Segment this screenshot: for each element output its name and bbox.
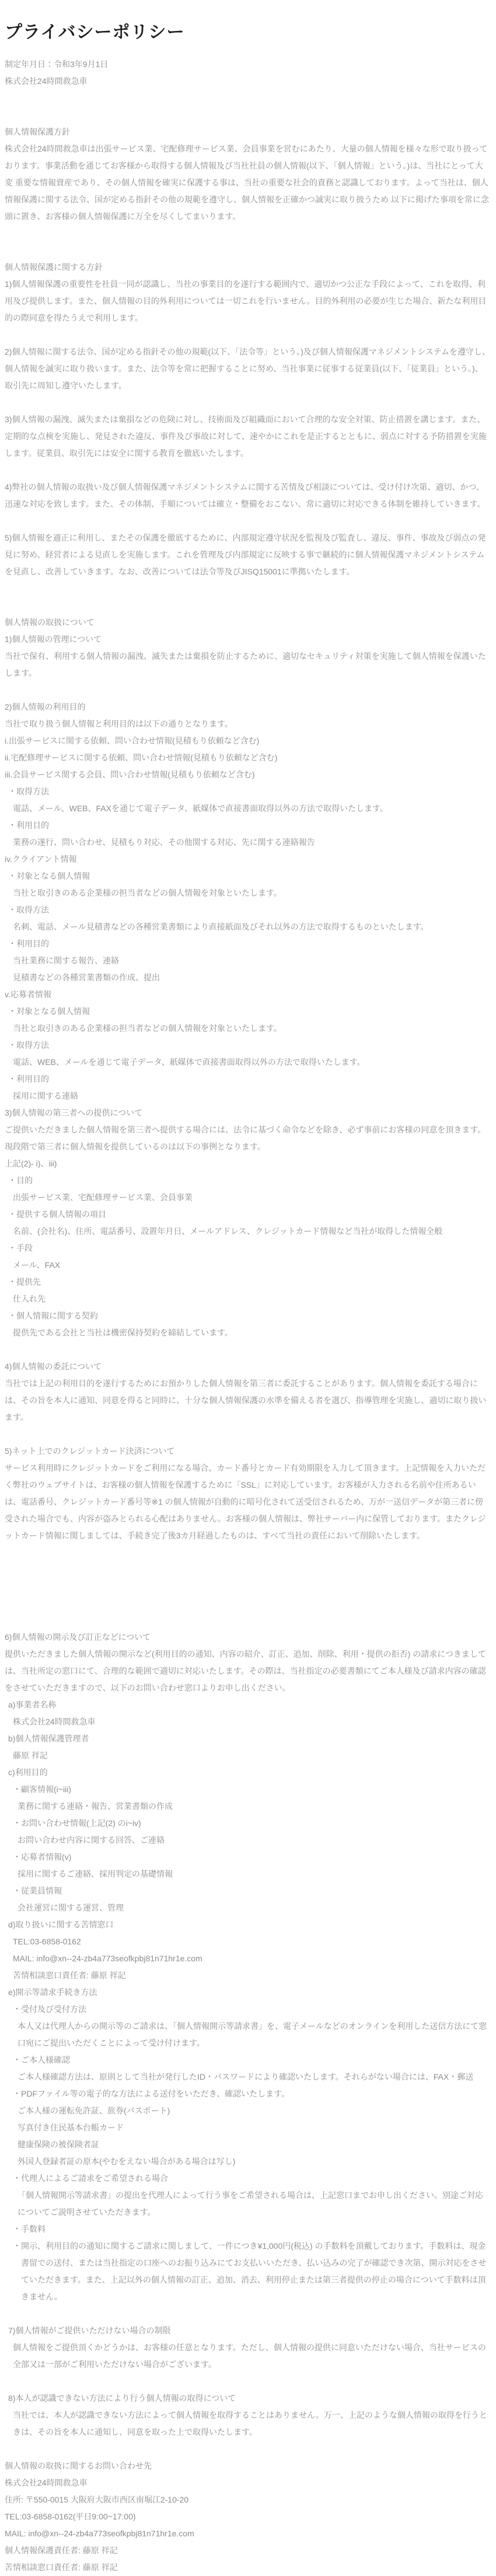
document-gap <box>5 327 490 344</box>
document-gap <box>5 2441 490 2458</box>
document-line: ・手段 <box>8 1243 33 1253</box>
document-line: ii.宅配修理サービスに関する依頼、問い合わせ情報(見積もり依頼など含む) <box>5 753 278 762</box>
document-line: 個人情報保護方針 <box>5 127 70 136</box>
document-line: i.出張サービスに関する依頼、問い合わせ情報(見積もり依頼など含む) <box>5 736 260 745</box>
document-line: 2)個人情報に関する法令、国が定める指針その他の規範(以下、「法令等」という。)及び個人情報保護マネジメントシステムを遵守し、個人情報を誠実に取り扱います。また、法令等を常に把握することに努め、当社事業に従事する従業員(以下、「従業員」という。)、取引先に周知し遵守いたします。 <box>5 347 490 390</box>
document-line: 電話、メール、WEB、FAXを通じて電子データ、紙媒体で直接書面取得以外の方法で取得いたします。 <box>13 804 388 813</box>
document-line: ・従業員情報 <box>13 1886 62 1895</box>
document-line: 会社運営に関する運営、管理 <box>18 1903 124 1912</box>
page-title: プライバシーポリシー <box>5 23 185 42</box>
company-name: 株式会社24時間救急車 <box>5 76 88 86</box>
document-line: e)開示等請求手続き方法 <box>8 1988 97 1997</box>
document-gap <box>5 2305 490 2322</box>
document-line: 採用に関する連絡 <box>13 1091 78 1101</box>
document-line: 6)個人情報の開示及び訂正などについて <box>5 1632 151 1642</box>
document-line: 当社と取引きのある企業様の担当者などの個人情報を対象といたします。 <box>13 1024 282 1033</box>
document-body <box>5 90 490 2576</box>
document-gap <box>5 462 490 479</box>
document-line: 当社で保有、利用する個人情報の漏洩、滅失または棄損を防止するために、適切なセキュリティ対策を実施して個人情報を保護いたします。 <box>5 651 486 678</box>
document-line: ・利用目的 <box>8 939 49 948</box>
document-line: TEL:03-6858-0162 <box>13 1937 81 1946</box>
document-gap <box>5 225 490 259</box>
document-line: ・受付及び受付方法 <box>13 2004 86 2014</box>
document-line: ・取得方法 <box>8 787 49 796</box>
document-gap <box>5 682 490 699</box>
document-line: 個人情報保護責任者: 藤原 祥記 <box>5 2546 118 2555</box>
document-line: 名前、(会社名)、住所、電話番号、設置年月日、メールアドレス、クレジットカード情報など当社が取得した情報全般 <box>13 1226 443 1236</box>
document-line: ・利用目的 <box>8 821 49 830</box>
document-line: c)利用目的 <box>8 1768 48 1777</box>
document-line: 個人情報保護に関する方針 <box>5 262 103 272</box>
document-line: 上記(2)- i)、iii) <box>5 1159 57 1168</box>
document-line: 写真付き住民基本台帳カード <box>18 2123 124 2132</box>
document-line: 株式会社24時間救急車 <box>13 1717 96 1726</box>
document-line: 仕入れ先 <box>13 1294 46 1303</box>
document-line: 外国人登録者証の原本(やむをえない場合がある場合は写し) <box>18 2157 236 2166</box>
document-line: 採用に関するご連絡、採用判定の基礎情報 <box>18 1869 173 1878</box>
document-line: 業務の遂行、問い合わせ、見積もり対応、その他関する対応、先に関する連絡報告 <box>13 837 315 847</box>
document-line: MAIL: info@xn--24-zb4a773seofkpbj81n71hr1e.com <box>13 1954 202 1963</box>
document-line: 見積書などの各種営業書類の作成、提出 <box>13 973 160 982</box>
document-line: 藤原 祥記 <box>13 1751 48 1760</box>
document-line: サービス利用時にクレジットカードをご利用になる場合、カード番号とカード有効期限を入力して頂きます。上記情報を入力いただく弊社のウェブサイトは、お客様の個人情報を保護するために「SSL」に対応しています。お客様が入力される名前や住所あるいは、電話番号、クレジットカード番号等※1 の個人情報が自動的に暗号化されて送受信されるため、万が一送信データが第三者に傍受された場合でも、内容が盗みとられる心配はありません。お客様の個人情報は、弊社サーバー内に保管しております。またクレジットカード情報に関しましては、手続き完了後3カ月経過したものは、すべて当社の責任において削除いたします。 <box>5 1463 486 1540</box>
document-line: TEL:03-6858-0162(平日9:00~17:00) <box>5 2512 136 2521</box>
document-line: 個人情報の取扱に関するお問い合わせ先 <box>5 2461 152 2470</box>
document-line: 当社で取り扱う個人情報と利用目的は以下の通りとなります。 <box>5 719 233 728</box>
document-line: v.応募者情報 <box>5 990 51 999</box>
document-line: ・手数料 <box>13 2224 46 2234</box>
document-line: d)取り扱いに関する苦情窓口 <box>8 1920 114 1929</box>
document-line: 株式会社24時間救急車は出張サービス業、宅配修理サービス業、会員事業を営むにあたり、大量の個人情報を様々な形で取り扱っております。事業活動を通じてお客様から取得する個人情報及び当社社員の個人情報(以下、「個人情報」という。)は、当社にとって大変 重要な情報資産であり、その個人情報を確実に保護する事は、当社の重要な社会的責務と認識しております。よって当社は、個人情報保護に関する法令、国が定める指針その他の規範を遵守し、個人情報を正確かつ誠実に取り扱うため 以下に掲げた事項を常に念頭に置き、お客様の個人情報保護に万全を尽くしてまいります。 <box>5 144 489 221</box>
document-line: a)事業者名称 <box>8 1700 57 1709</box>
document-gap <box>5 394 490 411</box>
document-line: 本人又は代理人からの開示等のご請求は、「個人情報開示等請求書」を、電子メールなどのオンラインを利用した送信方法にて窓口宛にご提出いただくことによって受け付けます。 <box>18 2021 487 2048</box>
document-line: お問い合わせ内容に関する回答、ご連絡 <box>18 1835 165 1845</box>
document-line: 名刺、電話、メール見積書などの各種営業書類により直接紙面及びそれ以外の方法で取得するものといたします。 <box>13 922 429 931</box>
document-line: ご本人様の運転免許証、旅券(パスポート) <box>18 2106 170 2115</box>
document-line: ・対象となる個人情報 <box>8 871 90 881</box>
document-line: 業務に関する連絡・報告、営業書類の作成 <box>18 1802 173 1811</box>
document-line: 個人情報の取扱について <box>5 618 95 627</box>
document-line: ・目的 <box>8 1176 33 1185</box>
document-line: 1)個人情報の管理について <box>5 635 102 644</box>
document-line: iv.クライアント情報 <box>5 854 77 864</box>
document-line: 苦情相談窓口責任者: 藤原 祥記 <box>13 1971 126 1980</box>
document-line: 株式会社24時間救急車 <box>5 2478 88 2487</box>
document-line: 当社では上記の利用目的を遂行するためにお預かりした個人情報を第三者に委託することがあります。個人情報を委託する場合には、その旨を本人に通知、同意を得ると同時に、十分な個人情報保護の水準を備える者を選び、指導管理を実施し、適切に取り扱います。 <box>5 1379 487 1422</box>
document-gap <box>5 1426 490 1443</box>
document-line: 電話、WEB、メールを通じて電子データ、紙媒体で直接書面取得以外の方法で取得いたします。 <box>13 1057 365 1067</box>
document-line: 個人情報をご提供頂くかどうかは、お客様の任意となります。ただし、個人情報の提供に同意いただけない場合、当社サービスの全部又は一部がご利用いただけない場合がございます。 <box>13 2343 486 2369</box>
privacy-policy-page <box>0 9 496 2576</box>
document-line: ・顧客情報(i~iii) <box>13 1785 71 1794</box>
document-gap <box>5 1341 490 1358</box>
document-line: b)個人情報保護管理者 <box>8 1734 89 1743</box>
document-line: 1)個人情報保護の重要性を社員一同が認識し、当社の事業目的を遂行する範囲内で、適切かつ公正な手段によって、これを取得、利用及び提供します。また、個人情報の目的外利用については一切これを行いません。目的外利用の必要が生じた場合、新たな利用目的の際同意を得たうえで利用します。 <box>5 279 487 323</box>
document-gap <box>5 513 490 530</box>
document-gap <box>5 90 490 124</box>
document-line: 5)ネット上でのクレジットカード決済について <box>5 1446 175 1456</box>
document-line: ・利用目的 <box>8 1074 49 1084</box>
document-line: ご本人様確認方法は、原則として当社が発行したID・パスワードにより確認いたします。それらがない場合には、FAX・郵送 <box>18 2072 474 2081</box>
document-line: 健康保険の被保険者証 <box>18 2140 99 2149</box>
document-line: 3)個人情報の第三者への提供について <box>5 1108 143 1117</box>
document-line: ・応募者情報(v) <box>13 1852 72 1862</box>
document-line: 提供先である会社と当社は機密保持契約を締結しています。 <box>13 1328 233 1337</box>
document-line: 3)個人情報の漏洩、滅失または棄損などの危険に対し、技術面及び組織面において合理的な安全対策、防止措置を講じます。また、定期的な点検を実施し、発見された違反、事件及び事故に対して、速やかにこれを是正するとともに、弱点に対する予防措置を実施します。従業員、取引先には安全に関する教育を徹底いたします。 <box>5 415 487 458</box>
document-line: 当社業務に関する報告、連絡 <box>13 956 119 965</box>
document-line: ・取得方法 <box>8 1040 49 1050</box>
document-line: ご提供いただきました個人情報を第三者へ提供する場合には、法令に基づく命令などを除き、必ず事前にお客様の同意を頂きます。現段階で第三者に個人情報を提供しているのは以下の事例となります。 <box>5 1125 486 1151</box>
document-line: 4)個人情報の委託について <box>5 1362 102 1371</box>
document-line: MAIL: info@xn--24-zb4a773seofkpbj81n71hr1e.com <box>5 2529 194 2538</box>
document-line: ・取得方法 <box>8 905 49 914</box>
document-line: ・対象となる個人情報 <box>8 1007 90 1016</box>
document-line: 「個人情報開示等請求書」の提出を代理人によって行う事をご希望される場合は、上記窓口までお申し出ください。別途ご対応についてご説明させていただきます。 <box>18 2191 483 2217</box>
document-line: メール、FAX <box>13 1260 61 1270</box>
document-line: 当社と取引きのある企業様の担当者などの個人情報を対象といたします。 <box>13 888 282 898</box>
document-line: ・ご本人様確認 <box>13 2055 70 2065</box>
document-gap <box>5 2373 490 2390</box>
document-line: 出張サービス業、宅配修理サービス業、会員事業 <box>13 1193 193 1202</box>
document-line: iii.会員サービス関する会員、問い合わせ情報(見積もり依頼など含む) <box>5 770 255 779</box>
document-line: 2)個人情報の利用目的 <box>5 702 86 712</box>
document-line: ・提供先 <box>8 1277 41 1287</box>
document-gap <box>5 580 490 614</box>
document-line: 苦情相談窓口責任者: 藤原 祥記 <box>5 2563 118 2572</box>
document-line: ・提供する個人情報の項目 <box>8 1210 106 1219</box>
document-line: 4)弊社の個人情報の取扱い及び個人情報保護マネジメントシステムに関する苦情及び相談については、受け付け次第、適切、かつ、迅速な対応を致します。また、その体制、手順については確立・整備をおこない、常に適切に対応できる体制を維持していきます。 <box>5 482 485 509</box>
document-line: 住所: 〒550-0015 大阪府大阪市西区南堀江2-10-20 <box>5 2495 189 2504</box>
established-date: 制定年月日：令和3年9月1日 <box>5 59 109 69</box>
document-gap <box>5 1544 490 1629</box>
document-line: 当社では、本人が認識できない方法によって個人情報を取得することはありません。万一、上記のような個人情報の取得を行うときは、その旨を本人に通知し、同意を取った上で取得いたします。 <box>13 2410 487 2437</box>
document-line: ・代理人によるご請求をご希望される場合 <box>13 2174 168 2183</box>
document-line: ・個人情報に関する契約 <box>8 1311 98 1320</box>
document-line: 7)個人情報がご提供いただけない場合の制限 <box>8 2326 171 2335</box>
document-line: 8)本人が認識できない方法により行う個人情報の取得について <box>8 2393 236 2403</box>
document-line: 提供いただきました個人情報の開示など(利用目的の通知、内容の紹介、訂正、追加、削除、利用・提供の拒否) の請求につきましては、当社所定の窓口にて、合理的な範囲で適切に対応いたします。その際は、当社指定の必要書類にてご本人様及び請求内容の確認をさせていただきますので、以下のお問い合わせ窓口よりお申し出ください。 <box>5 1649 486 1692</box>
document-line: 5)個人情報を適正に利用し、またその保護を徹底するために、内部規定遵守状況を監視及び監査し、違反、事件、事故及び弱点の発見に努め、経営者による見直しを実施します。これを管理及び内部規定に反映する事で継続的に個人情報保護マネジメントシステムを見直し、改善していきます。なお、改善については法令等及びJISQ15001に準拠いたします。 <box>5 533 486 576</box>
document-line: ・PDFファイル等の電子的な方法による送付をいただき、確認いたします。 <box>13 2089 290 2098</box>
document-line: ・お問い合わせ情報(上記(2) のi~iv) <box>13 1818 141 1828</box>
document-line: ・開示、利用目的の通知に関するご請求に関しまして、一件につき¥1,000円(税込) の手数料を頂戴しております。手数料は、現金書留での送付、または当社指定の口座へのお振り込みにてお支払いいただき、払い込みの完了が確認でき次第、開示対応をさせていただきます。また、上記以外の個人情報の訂正、追加、消去、利用停止または第三者提供の停止の場合について手数料は頂きません。 <box>13 2241 487 2301</box>
